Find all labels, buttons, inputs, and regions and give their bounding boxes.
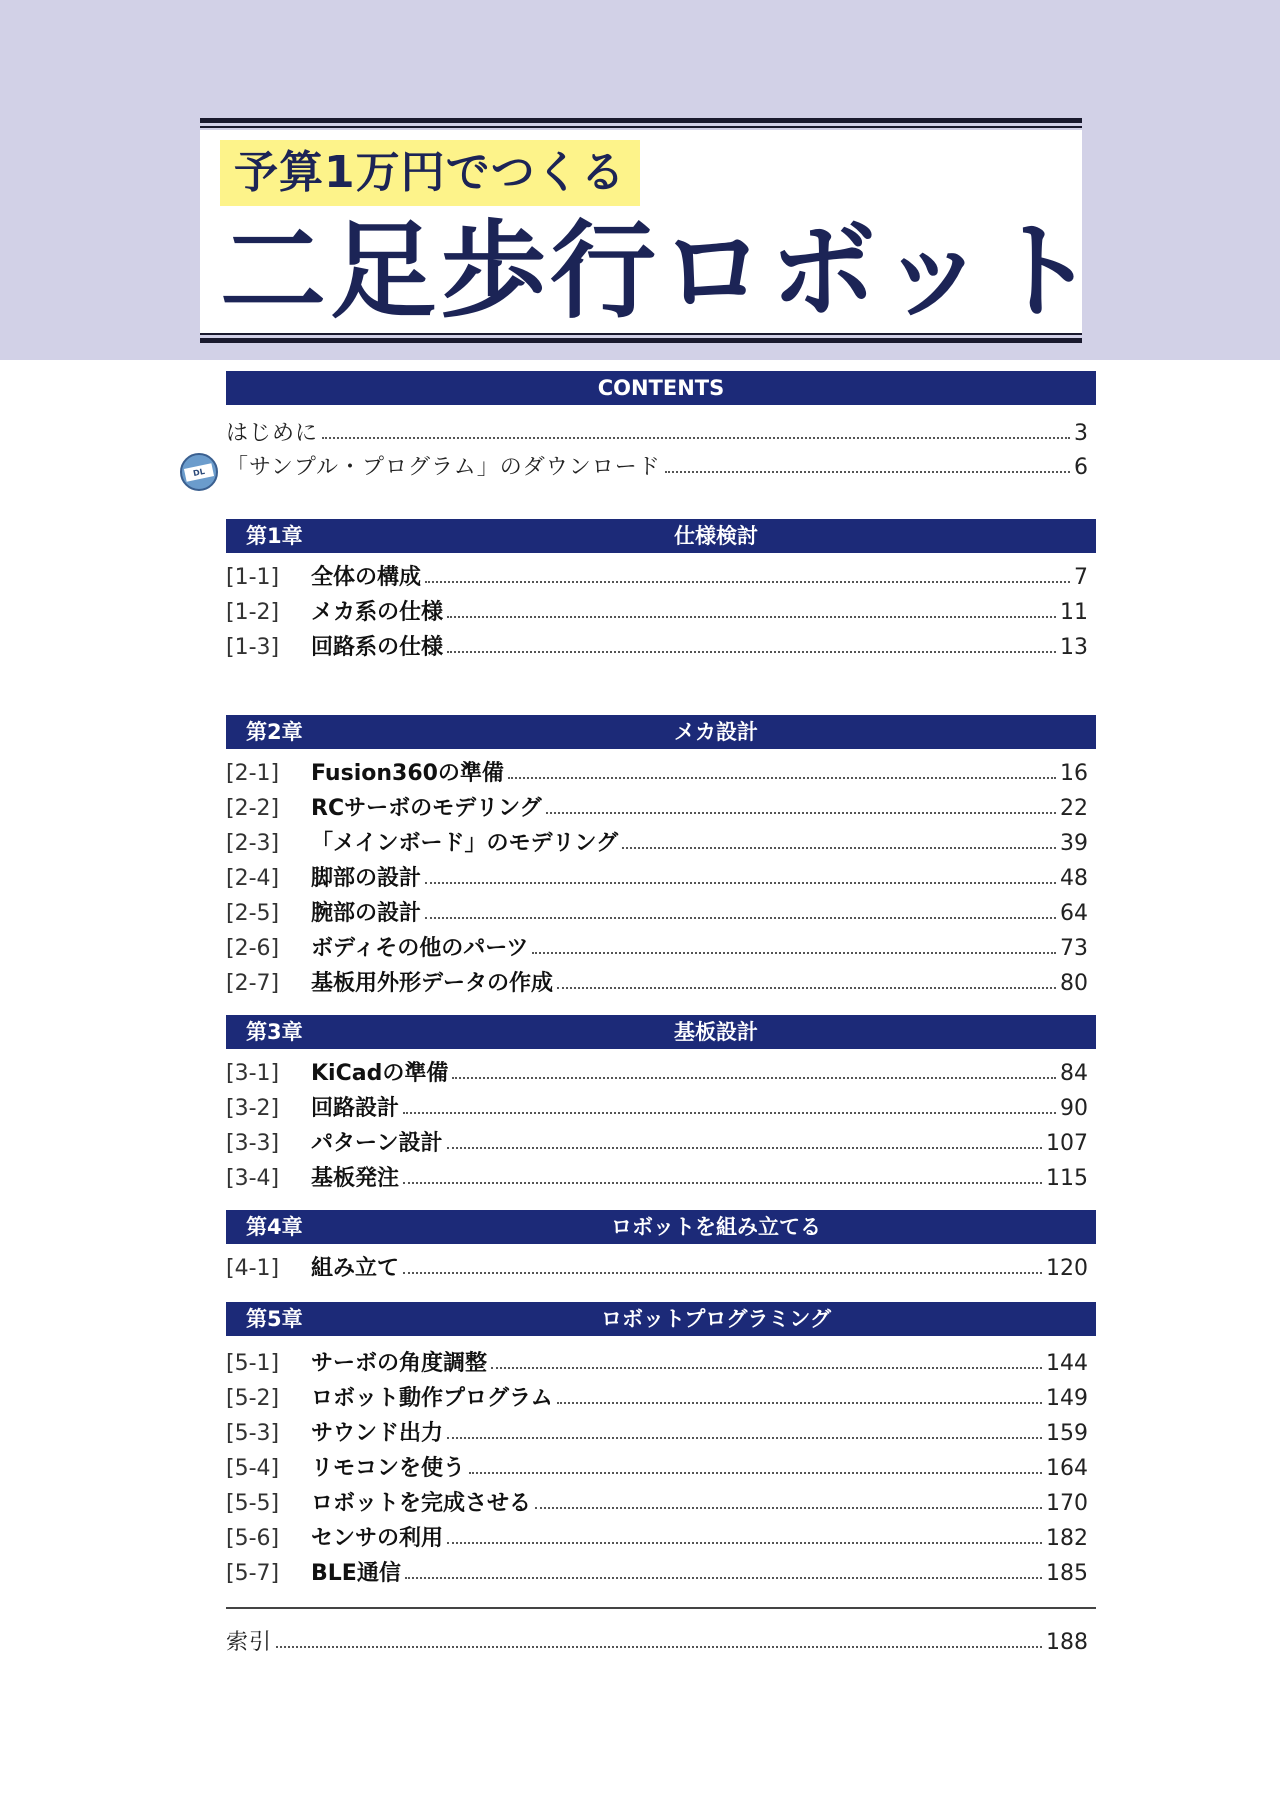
section-title: センサの利用 xyxy=(311,1526,444,1551)
toc-row-index[interactable] xyxy=(226,1627,1088,1659)
section-title: 回路設計 xyxy=(311,1096,400,1121)
title-rule-bottom xyxy=(200,338,1082,343)
section-number: [2-2] xyxy=(226,796,280,821)
section-title: RCサーボのモデリング xyxy=(311,796,542,821)
section-page: 13 xyxy=(1060,635,1088,660)
section-title: 全体の構成 xyxy=(311,565,422,590)
leader-dots xyxy=(447,1542,1042,1544)
leader-dots xyxy=(557,1402,1042,1404)
section-number: [1-1] xyxy=(226,565,280,590)
chapter-title: メカ設計 xyxy=(674,720,758,744)
section-page: 11 xyxy=(1060,600,1088,625)
leader-dots xyxy=(447,616,1056,618)
toc-label: はじめに xyxy=(226,421,319,446)
leader-dots xyxy=(447,651,1056,653)
book-title: 二足歩行ロボット xyxy=(220,210,1100,333)
toc-page: 3 xyxy=(1074,421,1088,446)
toc-row[interactable] xyxy=(226,562,1088,594)
chapter-number: 第3章 xyxy=(246,1020,303,1044)
leader-dots xyxy=(452,1077,1056,1079)
section-number: [5-2] xyxy=(226,1386,280,1411)
leader-dots xyxy=(425,917,1056,919)
leader-dots xyxy=(276,1646,1042,1648)
section-number: [3-3] xyxy=(226,1131,280,1156)
chapter-number: 第5章 xyxy=(246,1307,303,1331)
toc-page: 6 xyxy=(1074,455,1088,480)
toc-row[interactable] xyxy=(226,1383,1088,1415)
toc-row-intro[interactable] xyxy=(226,418,1088,450)
section-number: [2-5] xyxy=(226,901,280,926)
section-title: ロボット動作プログラム xyxy=(311,1386,553,1411)
section-number: [2-4] xyxy=(226,866,280,891)
section-number: [2-6] xyxy=(226,936,280,961)
chapter-bar-5 xyxy=(226,1302,1096,1336)
section-page: 159 xyxy=(1046,1421,1088,1446)
section-title: サーボの角度調整 xyxy=(311,1351,488,1376)
section-page: 7 xyxy=(1074,565,1088,590)
chapter-title: ロボットプログラミング xyxy=(601,1307,831,1331)
chapter-bar-1 xyxy=(226,519,1096,553)
toc-row[interactable] xyxy=(226,1058,1088,1090)
section-number: [5-3] xyxy=(226,1421,280,1446)
toc-row[interactable] xyxy=(226,933,1088,965)
toc-row[interactable] xyxy=(226,1163,1088,1195)
section-title: 脚部の設計 xyxy=(311,866,422,891)
toc-row[interactable] xyxy=(226,1418,1088,1450)
toc-row[interactable] xyxy=(226,1348,1088,1380)
section-page: 144 xyxy=(1046,1351,1088,1376)
section-title: メカ系の仕様 xyxy=(311,600,444,625)
section-number: [3-2] xyxy=(226,1096,280,1121)
leader-dots xyxy=(403,1112,1056,1114)
contents-heading: CONTENTS xyxy=(226,371,1096,405)
leader-dots xyxy=(425,581,1070,583)
toc-row[interactable] xyxy=(226,1523,1088,1555)
section-page: 64 xyxy=(1060,901,1088,926)
section-title: パターン設計 xyxy=(311,1131,443,1156)
leader-dots xyxy=(403,1272,1042,1274)
toc-row[interactable] xyxy=(226,1558,1088,1590)
toc-row[interactable] xyxy=(226,1488,1088,1520)
toc-row[interactable] xyxy=(226,1128,1088,1160)
leader-dots xyxy=(557,987,1056,989)
toc-row[interactable] xyxy=(226,758,1088,790)
leader-dots xyxy=(546,812,1056,814)
chapter-number: 第2章 xyxy=(246,720,303,744)
section-page: 39 xyxy=(1060,831,1088,856)
section-page: 164 xyxy=(1046,1456,1088,1481)
section-page: 107 xyxy=(1046,1131,1088,1156)
section-title: 回路系の仕様 xyxy=(311,635,444,660)
download-badge-icon: DL xyxy=(180,453,218,491)
leader-dots xyxy=(622,847,1056,849)
chapter-bar-3 xyxy=(226,1015,1096,1049)
section-title: サウンド出力 xyxy=(311,1421,444,1446)
title-rule-bottom-thin xyxy=(200,333,1082,335)
leader-dots xyxy=(508,777,1056,779)
index-page: 188 xyxy=(1046,1630,1088,1655)
section-page: 48 xyxy=(1060,866,1088,891)
section-page: 22 xyxy=(1060,796,1088,821)
section-page: 80 xyxy=(1060,971,1088,996)
section-page: 170 xyxy=(1046,1491,1088,1516)
toc-row[interactable] xyxy=(226,1093,1088,1125)
section-number: [5-5] xyxy=(226,1491,280,1516)
leader-dots xyxy=(447,1147,1042,1149)
leader-dots xyxy=(405,1577,1042,1579)
leader-dots xyxy=(469,1472,1042,1474)
section-title: 「メインボード」のモデリング xyxy=(311,831,619,856)
chapter-number: 第1章 xyxy=(246,524,303,548)
section-page: 120 xyxy=(1046,1256,1088,1281)
section-title: KiCadの準備 xyxy=(311,1061,449,1086)
section-title: Fusion360の準備 xyxy=(311,761,504,786)
index-label: 索引 xyxy=(226,1630,273,1655)
section-number: [4-1] xyxy=(226,1256,280,1281)
leader-dots xyxy=(535,1507,1042,1509)
section-page: 185 xyxy=(1046,1561,1088,1586)
section-title: ボディその他のパーツ xyxy=(311,936,529,961)
section-number: [3-1] xyxy=(226,1061,280,1086)
section-title: 基板用外形データの作成 xyxy=(311,971,554,996)
leader-dots xyxy=(491,1367,1042,1369)
chapter-title: 基板設計 xyxy=(674,1020,758,1044)
section-number: [5-7] xyxy=(226,1561,280,1586)
leader-dots xyxy=(425,882,1056,884)
section-page: 73 xyxy=(1060,936,1088,961)
toc-row[interactable] xyxy=(226,898,1088,930)
section-number: [2-3] xyxy=(226,831,280,856)
section-page: 16 xyxy=(1060,761,1088,786)
book-subtitle: 予算1万円でつくる xyxy=(220,140,640,206)
section-page: 149 xyxy=(1046,1386,1088,1411)
section-title: 基板発注 xyxy=(311,1166,400,1191)
chapter-title: ロボットを組み立てる xyxy=(611,1215,821,1239)
chapter-bar-2 xyxy=(226,715,1096,749)
toc-row[interactable] xyxy=(226,793,1088,825)
section-number: [5-4] xyxy=(226,1456,280,1481)
leader-dots xyxy=(665,471,1070,473)
section-page: 84 xyxy=(1060,1061,1088,1086)
toc-row-download[interactable] xyxy=(226,452,1088,484)
section-number: [1-2] xyxy=(226,600,280,625)
toc-row[interactable] xyxy=(226,597,1088,629)
leader-dots xyxy=(403,1182,1042,1184)
chapter-title: 仕様検討 xyxy=(674,524,758,548)
section-number: [5-1] xyxy=(226,1351,280,1376)
toc-label: 「サンプル・プログラム」のダウンロード xyxy=(226,455,661,480)
index-divider xyxy=(226,1607,1096,1609)
section-title: ロボットを完成させる xyxy=(311,1491,532,1516)
section-number: [5-6] xyxy=(226,1526,280,1551)
section-title: 組み立て xyxy=(311,1256,400,1281)
section-title: リモコンを使う xyxy=(311,1456,466,1481)
toc-row[interactable] xyxy=(226,632,1088,664)
toc-row[interactable] xyxy=(226,1453,1088,1485)
leader-dots xyxy=(532,952,1056,954)
section-page: 90 xyxy=(1060,1096,1088,1121)
toc-row[interactable] xyxy=(226,828,1088,860)
title-rule-top-thin xyxy=(200,126,1082,128)
leader-dots xyxy=(322,437,1070,439)
section-number: [2-7] xyxy=(226,971,280,996)
section-title: BLE通信 xyxy=(311,1561,401,1586)
chapter-bar-4 xyxy=(226,1210,1096,1244)
section-title: 腕部の設計 xyxy=(311,901,422,926)
section-number: [3-4] xyxy=(226,1166,280,1191)
section-page: 115 xyxy=(1046,1166,1088,1191)
toc-row[interactable] xyxy=(226,863,1088,895)
leader-dots xyxy=(447,1437,1042,1439)
chapter-number: 第4章 xyxy=(246,1215,303,1239)
section-page: 182 xyxy=(1046,1526,1088,1551)
toc-row[interactable] xyxy=(226,968,1088,1000)
section-number: [1-3] xyxy=(226,635,280,660)
section-number: [2-1] xyxy=(226,761,280,786)
toc-row[interactable] xyxy=(226,1253,1088,1285)
title-rule-top xyxy=(200,118,1082,123)
